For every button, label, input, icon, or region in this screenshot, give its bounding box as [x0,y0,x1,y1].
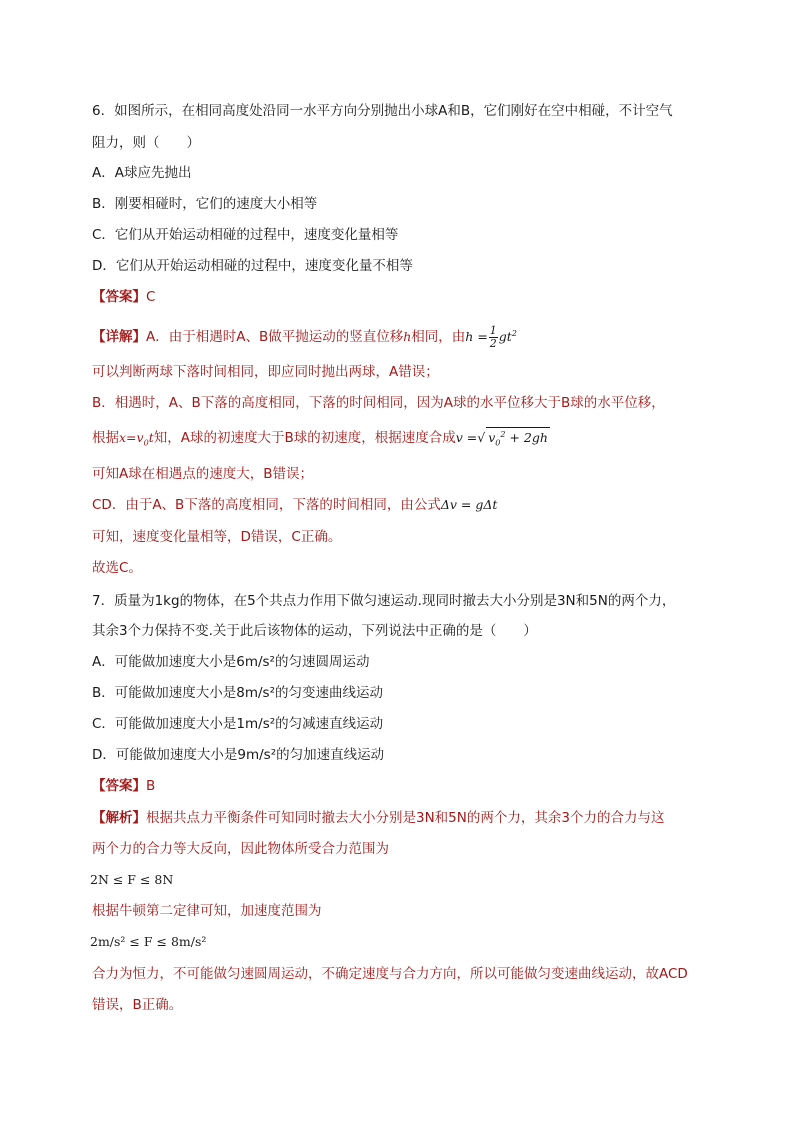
denominator: 2 [489,337,497,351]
formula-rhs: gt [498,329,512,345]
q7-option-a: A．可能做加速度大小是6m/s²的匀速圆周运动 [92,654,370,670]
q7-formula-force: 2N ≤ F ≤ 8N [90,872,174,887]
formula-v: v =√ $v_0^2 + 2gh$ [456,430,550,445]
detail-text: CD．由于A、B下落的高度相同，下落的时间相同，由公式 [92,497,441,513]
q6-detail-line8: 故选C。 [92,560,142,576]
formula-x [119,430,154,448]
detail-text: 相同，由 [411,329,466,346]
answer-value: B [146,778,156,794]
q6-detail-line2: 可以判断两球下落时间相同，即应同时抛出两球，A错误； [92,364,439,380]
q6-detail-line6 [92,495,734,515]
q7-analysis-line3: 根据牛顿第二定律可知，加速度范围为 [92,903,322,919]
formula-dv: Δv = gΔt [440,497,498,512]
subscript: 0 [495,438,501,448]
q7-analysis-line5: 错误，B正确。 [92,997,183,1013]
var-h: h [403,329,412,345]
sqrt-v: v [488,430,496,445]
q6-option-d: D．它们从开始运动相碰的过程中，速度变化量不相等 [92,258,413,274]
answer-value: C [146,289,156,305]
q6-detail-line5: 可知A球在相遇点的速度大，B错误； [92,466,313,482]
detail-text: 知，A球的初速度大于B球的初速度，根据速度合成 [153,430,456,446]
formula-h: h = $\frac{1}{2}$ $gt^2$ [465,324,517,351]
formula-x-t: t [148,430,154,445]
q6-option-a: A．A球应先抛出 [92,165,192,181]
detail-tag: 【详解】 [92,329,146,346]
answer-tag: 【答案】 [92,289,146,305]
q7-stem-line2: 其余3个力保持不变.关于此后该物体的运动，下列说法中正确的是（ ） [92,623,537,639]
q7-option-c: C．可能做加速度大小是1m/s²的匀减速直线运动 [92,716,384,732]
q6-detail-line3: B．相遇时，A、B下落的高度相同，下落的时间相同，因为A球的水平位移大于B球的水平位移， [92,395,665,411]
q6-detail-line4 [92,425,734,457]
q6-stem-line1: 6．如图所示，在相同高度处沿同一水平方向分别抛出小球A和B，它们刚好在空中相碰，不计空气 [92,103,673,119]
detail-text: 根据 [92,430,119,446]
q6-detail-line7: 可知，速度变化量相等，D错误，C正确。 [92,529,342,545]
answer-tag: 【答案】 [92,778,146,794]
q7-answer [92,776,734,796]
q7-option-d: D．可能做加速度大小是9m/s²的匀加速直线运动 [92,747,385,763]
formula-x-main: x=v [119,430,144,445]
formula-lhs: h = [465,329,488,345]
detail-text: A．由于相遇时A、B做平抛运动的竖直位移 [146,329,404,346]
q7-analysis-line4: 合力为恒力，不可能做匀速圆周运动，不确定速度与合力方向，所以可能做匀变速曲线运动，故ACD [92,966,688,982]
q7-stem-line1: 7．质量为1kg的物体，在5个共点力作用下做匀速运动.现同时撤去大小分别是3N和5N的两个力， [92,593,676,609]
fraction [489,325,498,350]
q7-analysis-line2: 两个力的合力等大反向，因此物体所受合力范围为 [92,841,389,857]
subscript: 0 [143,438,149,448]
analysis-text: 根据共点力平衡条件可知同时撤去大小分别是3N和5N的两个力，其余3个力的合力与这 [146,810,665,826]
numerator: 1 [489,324,497,338]
q7-formula-acc: 2m/s² ≤ F ≤ 8m/s² [90,934,207,949]
analysis-tag: 【解析】 [92,810,146,826]
q6-option-b: B．刚要相碰时，它们的速度大小相等 [92,196,318,212]
q7-option-b: B．可能做加速度大小是8m/s²的匀变速曲线运动 [92,685,383,701]
formula-lhs: v = [455,430,478,445]
q6-stem-line2: 阻力，则（ ） [92,135,200,151]
q7-analysis-line1 [92,808,734,828]
q6-option-c: C．它们从开始运动相碰的过程中，速度变化量相等 [92,227,399,243]
q6-detail-line1 [92,320,734,351]
q6-answer [92,287,734,307]
sqrt-rest: + 2gh [505,430,548,445]
sqrt-body: $v_0^2 + 2gh$ [486,427,550,451]
